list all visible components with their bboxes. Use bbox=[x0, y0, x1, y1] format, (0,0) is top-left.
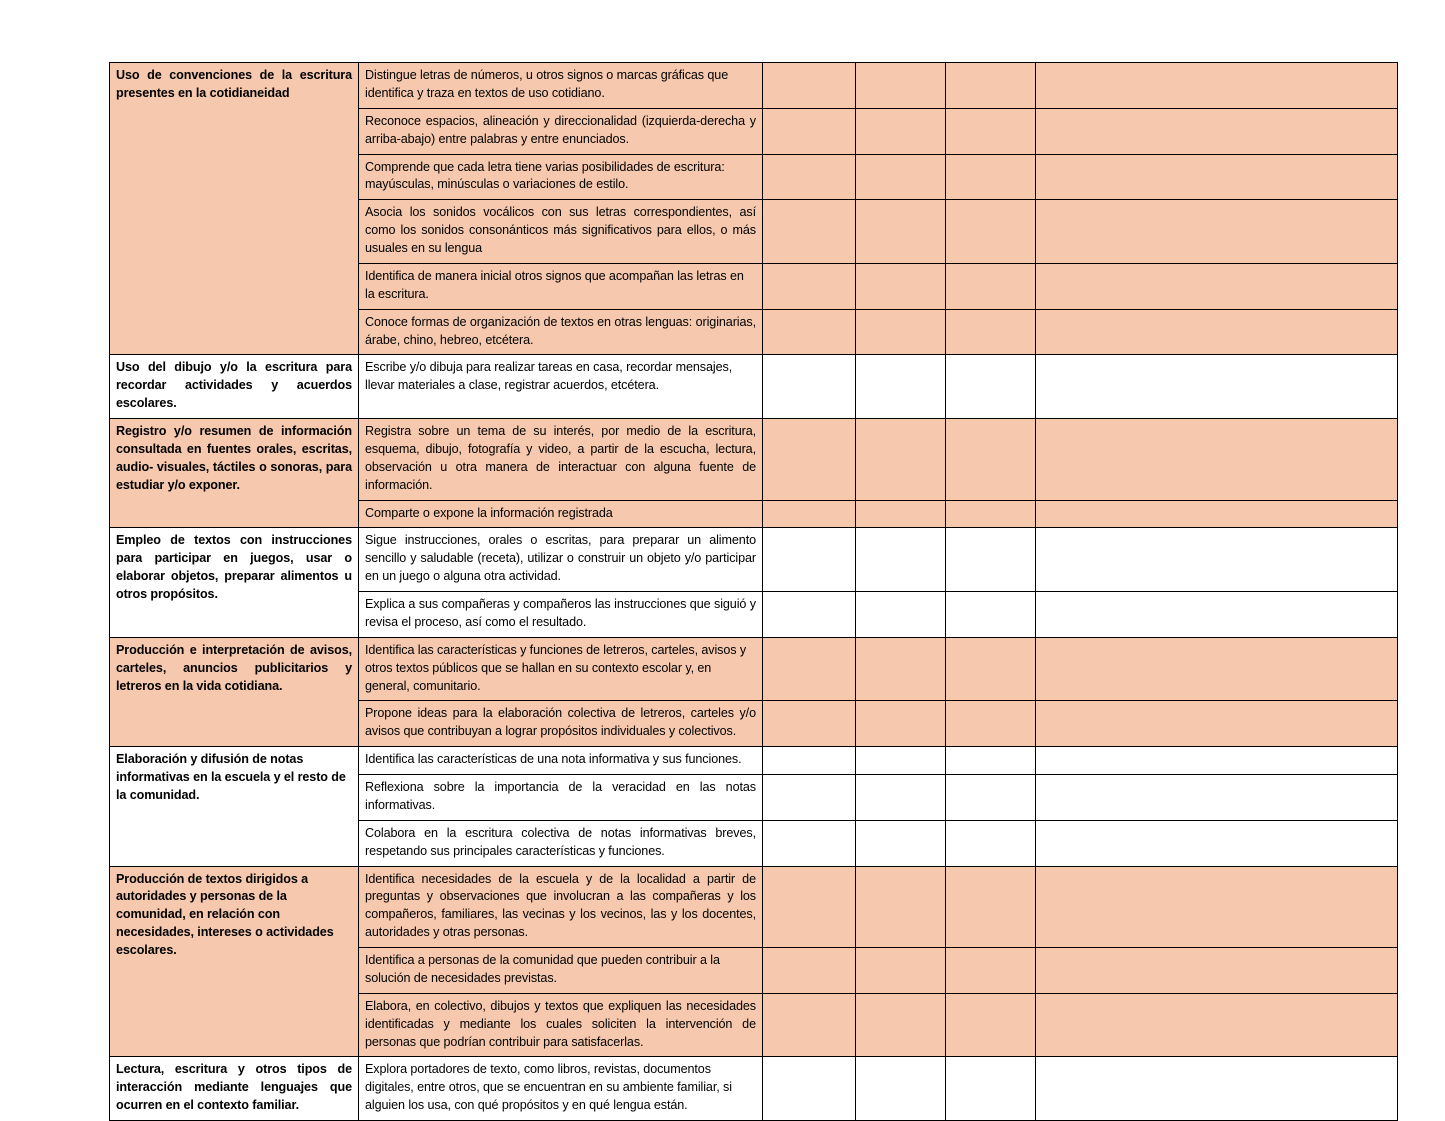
mark-cell-4[interactable] bbox=[1036, 355, 1398, 419]
mark-cell-1[interactable] bbox=[763, 500, 856, 528]
content-cell: Empleo de textos con instrucciones para participar en juegos, usar o elaborar objetos, preparar alimentos u otros propósitos. bbox=[110, 528, 359, 637]
mark-cell-2[interactable] bbox=[856, 592, 946, 638]
content-cell: Uso de convenciones de la escritura presentes en la cotidianeidad bbox=[110, 63, 359, 355]
content-cell: Lectura, escritura y otros tipos de interacción mediante lenguajes que ocurren en el contexto familiar. bbox=[110, 1057, 359, 1121]
mark-cell-3[interactable] bbox=[946, 592, 1036, 638]
mark-cell-3[interactable] bbox=[946, 419, 1036, 501]
table-row bbox=[110, 1057, 1398, 1121]
mark-cell-1[interactable] bbox=[763, 747, 856, 775]
mark-cell-3[interactable] bbox=[946, 637, 1036, 701]
process-cell: Identifica las características y funciones de letreros, carteles, avisos y otros textos públicos que se hallan en su contexto escolar y, en general, comunitario. bbox=[359, 637, 763, 701]
content-cell: Producción e interpretación de avisos, carteles, anuncios publicitarios y letreros en la vida cotidiana. bbox=[110, 637, 359, 746]
mark-cell-3[interactable] bbox=[946, 820, 1036, 866]
mark-cell-4[interactable] bbox=[1036, 263, 1398, 309]
mark-cell-1[interactable] bbox=[763, 820, 856, 866]
mark-cell-2[interactable] bbox=[856, 1057, 946, 1121]
process-cell: Reflexiona sobre la importancia de la veracidad en las notas informativas. bbox=[359, 775, 763, 821]
mark-cell-2[interactable] bbox=[856, 820, 946, 866]
mark-cell-2[interactable] bbox=[856, 108, 946, 154]
content-cell: Producción de textos dirigidos a autoridades y personas de la comunidad, en relación con necesidades, intereses o actividades escolares. bbox=[110, 866, 359, 1057]
mark-cell-4[interactable] bbox=[1036, 309, 1398, 355]
mark-cell-4[interactable] bbox=[1036, 637, 1398, 701]
mark-cell-1[interactable] bbox=[763, 866, 856, 948]
mark-cell-4[interactable] bbox=[1036, 592, 1398, 638]
process-cell: Asocia los sonidos vocálicos con sus letras correspondientes, así como los sonidos consonánticos más significativos para ellos, o más usuales en su lengua bbox=[359, 200, 763, 264]
mark-cell-4[interactable] bbox=[1036, 108, 1398, 154]
mark-cell-1[interactable] bbox=[763, 701, 856, 747]
table-row bbox=[110, 747, 1398, 775]
mark-cell-2[interactable] bbox=[856, 154, 946, 200]
mark-cell-2[interactable] bbox=[856, 355, 946, 419]
mark-cell-2[interactable] bbox=[856, 500, 946, 528]
table-row bbox=[110, 866, 1398, 948]
mark-cell-4[interactable] bbox=[1036, 500, 1398, 528]
process-cell: Conoce formas de organización de textos en otras lenguas: originarias, árabe, chino, hebreo, etcétera. bbox=[359, 309, 763, 355]
mark-cell-1[interactable] bbox=[763, 355, 856, 419]
table-row bbox=[110, 528, 1398, 592]
mark-cell-2[interactable] bbox=[856, 701, 946, 747]
mark-cell-3[interactable] bbox=[946, 200, 1036, 264]
mark-cell-1[interactable] bbox=[763, 263, 856, 309]
mark-cell-1[interactable] bbox=[763, 637, 856, 701]
process-cell: Identifica a personas de la comunidad que pueden contribuir a la solución de necesidades previstas. bbox=[359, 948, 763, 994]
process-cell: Colabora en la escritura colectiva de notas informativas breves, respetando sus principales características y funciones. bbox=[359, 820, 763, 866]
table-row bbox=[110, 419, 1398, 501]
mark-cell-4[interactable] bbox=[1036, 820, 1398, 866]
mark-cell-1[interactable] bbox=[763, 154, 856, 200]
content-cell: Elaboración y difusión de notas informativas en la escuela y el resto de la comunidad. bbox=[110, 747, 359, 866]
mark-cell-2[interactable] bbox=[856, 309, 946, 355]
process-cell: Registra sobre un tema de su interés, por medio de la escritura, esquema, dibujo, fotografía y video, a partir de la escucha, lectura, observación u otra manera de interactuar con alguna fuente de información. bbox=[359, 419, 763, 501]
mark-cell-3[interactable] bbox=[946, 263, 1036, 309]
mark-cell-1[interactable] bbox=[763, 528, 856, 592]
mark-cell-3[interactable] bbox=[946, 108, 1036, 154]
mark-cell-1[interactable] bbox=[763, 775, 856, 821]
process-cell: Explora portadores de texto, como libros, revistas, documentos digitales, entre otros, que se encuentran en su ambiente familiar, si alguien los usa, con qué propósitos y en qué lengua están. bbox=[359, 1057, 763, 1121]
mark-cell-3[interactable] bbox=[946, 701, 1036, 747]
mark-cell-1[interactable] bbox=[763, 993, 856, 1057]
mark-cell-3[interactable] bbox=[946, 355, 1036, 419]
process-cell: Identifica las características de una nota informativa y sus funciones. bbox=[359, 747, 763, 775]
mark-cell-3[interactable] bbox=[946, 1057, 1036, 1121]
mark-cell-2[interactable] bbox=[856, 63, 946, 109]
mark-cell-3[interactable] bbox=[946, 528, 1036, 592]
table-row bbox=[110, 63, 1398, 109]
curriculum-table-body bbox=[110, 63, 1398, 1121]
mark-cell-4[interactable] bbox=[1036, 200, 1398, 264]
mark-cell-1[interactable] bbox=[763, 948, 856, 994]
process-cell: Escribe y/o dibuja para realizar tareas en casa, recordar mensajes, llevar materiales a clase, registrar acuerdos, etcétera. bbox=[359, 355, 763, 419]
mark-cell-2[interactable] bbox=[856, 948, 946, 994]
table-row bbox=[110, 355, 1398, 419]
mark-cell-3[interactable] bbox=[946, 993, 1036, 1057]
mark-cell-2[interactable] bbox=[856, 637, 946, 701]
mark-cell-4[interactable] bbox=[1036, 419, 1398, 501]
table-row bbox=[110, 637, 1398, 701]
content-cell: Uso del dibujo y/o la escritura para recordar actividades y acuerdos escolares. bbox=[110, 355, 359, 419]
mark-cell-3[interactable] bbox=[946, 63, 1036, 109]
process-cell: Identifica de manera inicial otros signos que acompañan las letras en la escritura. bbox=[359, 263, 763, 309]
process-cell: Elabora, en colectivo, dibujos y textos que expliquen las necesidades identificadas y mediante los cuales soliciten la intervención de personas que podrían contribuir para satisfacerlas. bbox=[359, 993, 763, 1057]
mark-cell-1[interactable] bbox=[763, 63, 856, 109]
process-cell: Comparte o expone la información registrada bbox=[359, 500, 763, 528]
mark-cell-4[interactable] bbox=[1036, 63, 1398, 109]
mark-cell-4[interactable] bbox=[1036, 775, 1398, 821]
mark-cell-4[interactable] bbox=[1036, 154, 1398, 200]
mark-cell-3[interactable] bbox=[946, 500, 1036, 528]
mark-cell-1[interactable] bbox=[763, 1057, 856, 1121]
process-cell: Propone ideas para la elaboración colectiva de letreros, carteles y/o avisos que contribuyan a lograr propósitos individuales y colectivos. bbox=[359, 701, 763, 747]
mark-cell-1[interactable] bbox=[763, 200, 856, 264]
mark-cell-4[interactable] bbox=[1036, 866, 1398, 948]
mark-cell-2[interactable] bbox=[856, 747, 946, 775]
mark-cell-3[interactable] bbox=[946, 948, 1036, 994]
process-cell: Explica a sus compañeras y compañeros las instrucciones que siguió y revisa el proceso, así como el resultado. bbox=[359, 592, 763, 638]
mark-cell-4[interactable] bbox=[1036, 701, 1398, 747]
mark-cell-2[interactable] bbox=[856, 993, 946, 1057]
mark-cell-1[interactable] bbox=[763, 592, 856, 638]
mark-cell-1[interactable] bbox=[763, 419, 856, 501]
process-cell: Identifica necesidades de la escuela y de la localidad a partir de preguntas y observaciones que involucran a las compañeras y los compañeros, familiares, las vecinas y los vecinos, las y los docentes, autoridades y otras personas. bbox=[359, 866, 763, 948]
mark-cell-4[interactable] bbox=[1036, 948, 1398, 994]
mark-cell-3[interactable] bbox=[946, 866, 1036, 948]
mark-cell-1[interactable] bbox=[763, 108, 856, 154]
mark-cell-2[interactable] bbox=[856, 200, 946, 264]
process-cell: Comprende que cada letra tiene varias posibilidades de escritura: mayúsculas, minúsculas o variaciones de estilo. bbox=[359, 154, 763, 200]
mark-cell-2[interactable] bbox=[856, 775, 946, 821]
mark-cell-4[interactable] bbox=[1036, 528, 1398, 592]
process-cell: Reconoce espacios, alineación y direccionalidad (izquierda-derecha y arriba-abajo) entre palabras y entre enunciados. bbox=[359, 108, 763, 154]
content-cell: Registro y/o resumen de información consultada en fuentes orales, escritas, audio- visuales, táctiles o sonoras, para estudiar y/o exponer. bbox=[110, 419, 359, 528]
mark-cell-2[interactable] bbox=[856, 866, 946, 948]
process-cell: Distingue letras de números, u otros signos o marcas gráficas que identifica y traza en textos de uso cotidiano. bbox=[359, 63, 763, 109]
mark-cell-4[interactable] bbox=[1036, 747, 1398, 775]
mark-cell-2[interactable] bbox=[856, 528, 946, 592]
mark-cell-4[interactable] bbox=[1036, 1057, 1398, 1121]
mark-cell-3[interactable] bbox=[946, 309, 1036, 355]
mark-cell-3[interactable] bbox=[946, 775, 1036, 821]
mark-cell-3[interactable] bbox=[946, 747, 1036, 775]
process-cell: Sigue instrucciones, orales o escritas, para preparar un alimento sencillo y saludable (receta), utilizar o construir un objeto y/o participar en un juego o alguna otra actividad. bbox=[359, 528, 763, 592]
curriculum-table bbox=[109, 62, 1398, 1121]
mark-cell-2[interactable] bbox=[856, 263, 946, 309]
mark-cell-3[interactable] bbox=[946, 154, 1036, 200]
mark-cell-2[interactable] bbox=[856, 419, 946, 501]
mark-cell-1[interactable] bbox=[763, 309, 856, 355]
mark-cell-4[interactable] bbox=[1036, 993, 1398, 1057]
